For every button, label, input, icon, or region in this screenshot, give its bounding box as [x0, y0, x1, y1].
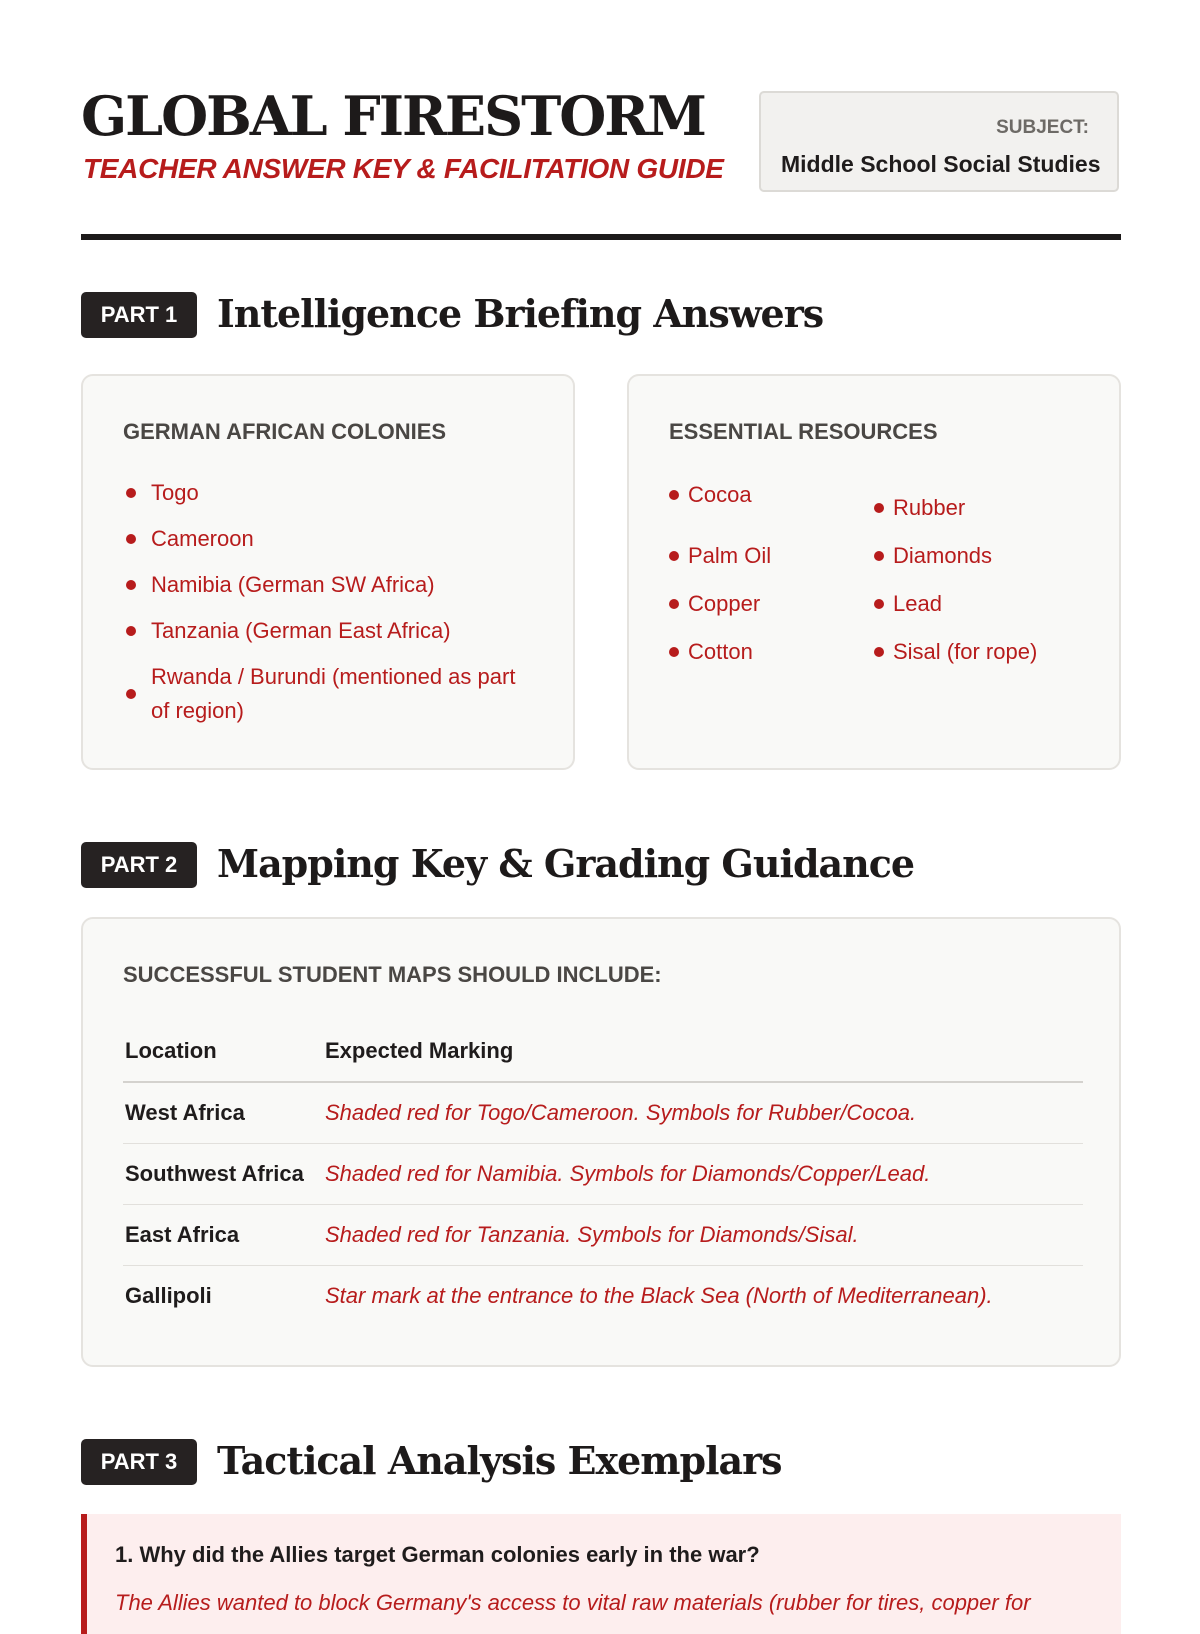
bullet-icon	[874, 503, 884, 513]
marking-cell: Shaded red for Togo/Cameroon. Symbols for Rubber/Cocoa.	[323, 1082, 1083, 1144]
resources-card	[627, 374, 1121, 770]
resource-item: Copper	[669, 589, 760, 619]
bullet-icon	[126, 488, 136, 498]
bullet-icon	[669, 490, 679, 500]
part2-title: Mapping Key & Grading Guidance	[217, 841, 915, 886]
exemplar-question: 1. Why did the Allies target German colonies early in the war?	[115, 1542, 760, 1567]
table-row	[123, 1144, 1083, 1205]
bullet-icon	[126, 626, 136, 636]
exemplar-answer: The Allies wanted to block Germany's access to vital raw materials (rubber for tires, copper for	[115, 1590, 1031, 1615]
part1-badge: PART 1	[81, 292, 197, 338]
part1-title: Intelligence Briefing Answers	[217, 291, 824, 336]
table-header-row	[123, 1021, 1083, 1082]
table-row	[123, 1266, 1083, 1327]
resource-item: Cotton	[669, 637, 753, 667]
subject-label: SUBJECT:	[996, 117, 1089, 138]
marking-cell: Shaded red for Namibia. Symbols for Diamonds/Copper/Lead.	[323, 1144, 1083, 1205]
resource-item: Cocoa	[669, 480, 752, 510]
part2-badge: PART 2	[81, 842, 197, 888]
answer-key-page	[81, 0, 1121, 1615]
table-row	[123, 1082, 1083, 1144]
colonies-card	[81, 374, 575, 770]
list-item	[123, 522, 523, 556]
colony-name: Tanzania (German East Africa)	[151, 618, 451, 643]
resource-item: Rubber	[874, 493, 965, 523]
resource-item: Lead	[874, 589, 942, 619]
table-row	[123, 1205, 1083, 1266]
resource-item: Palm Oil	[669, 541, 771, 571]
bullet-icon	[126, 534, 136, 544]
part3-badge: PART 3	[81, 1439, 197, 1485]
bullet-icon	[669, 647, 679, 657]
location-cell: Gallipoli	[125, 1283, 212, 1308]
bullet-icon	[669, 599, 679, 609]
subject-value: Middle School Social Studies	[781, 151, 1101, 177]
colony-name: Cameroon	[151, 526, 254, 551]
bullet-icon	[874, 551, 884, 561]
marking-cell: Shaded red for Tanzania. Symbols for Diamonds/Sisal.	[323, 1205, 1083, 1266]
bullet-icon	[874, 599, 884, 609]
location-cell: Southwest Africa	[123, 1144, 323, 1205]
column-header-marking: Expected Marking	[323, 1021, 1083, 1082]
page-header	[81, 0, 1121, 240]
page-subtitle: TEACHER ANSWER KEY & FACILITATION GUIDE	[83, 153, 724, 184]
resource-item: Diamonds	[874, 541, 992, 571]
list-item	[123, 660, 523, 728]
bullet-icon	[669, 551, 679, 561]
colony-name: Rwanda / Burundi (mentioned as part of region)	[151, 664, 516, 723]
bullet-icon	[874, 647, 884, 657]
page-title: GLOBAL FIRESTORM	[81, 84, 705, 148]
mapping-heading: SUCCESSFUL STUDENT MAPS SHOULD INCLUDE:	[123, 962, 662, 987]
header-divider	[81, 234, 1121, 240]
colony-name: Namibia (German SW Africa)	[151, 572, 435, 597]
bullet-icon	[126, 689, 136, 699]
colony-name: Togo	[151, 480, 199, 505]
colonies-list	[123, 476, 523, 740]
resources-heading: ESSENTIAL RESOURCES	[669, 419, 938, 444]
list-item	[123, 614, 523, 648]
list-item	[123, 568, 523, 602]
marking-cell: Star mark at the entrance to the Black Sea (North of Mediterranean).	[325, 1283, 993, 1308]
list-item	[123, 476, 523, 510]
mapping-table	[123, 1021, 1083, 1326]
location-cell: West Africa	[123, 1082, 323, 1144]
mapping-card	[81, 917, 1121, 1367]
location-cell: East Africa	[123, 1205, 323, 1266]
column-header-location: Location	[123, 1021, 323, 1082]
bullet-icon	[126, 580, 136, 590]
resource-item: Sisal (for rope)	[874, 637, 1037, 667]
colonies-heading: GERMAN AFRICAN COLONIES	[123, 419, 447, 444]
subject-box	[759, 91, 1119, 192]
exemplar-block	[81, 1514, 1121, 1634]
part3-title: Tactical Analysis Exemplars	[217, 1438, 782, 1483]
